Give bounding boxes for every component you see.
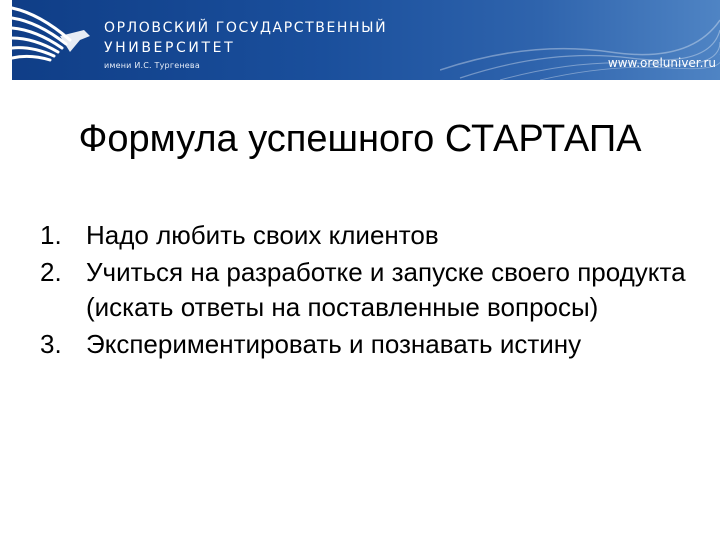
list-item bbox=[40, 327, 700, 362]
slide-title: Формула успешного СТАРТАПА bbox=[78, 118, 642, 160]
university-logo-icon bbox=[0, 0, 100, 80]
university-name-line2: УНИВЕРСИТЕТ bbox=[104, 40, 236, 56]
list-item-number: 2. bbox=[40, 257, 62, 287]
website-url[interactable]: www.oreluniver.ru bbox=[607, 56, 716, 70]
list-item-text: Надо любить своих клиентов bbox=[86, 220, 439, 250]
list-item-number: 1. bbox=[40, 220, 62, 250]
list-item-text: Учиться на разработке и запуске своего продукта (искать ответы на поставленные вопросы) bbox=[86, 257, 686, 322]
university-name-line3: имени И.С. Тургенева bbox=[104, 61, 200, 70]
university-name-line1: ОРЛОВСКИЙ ГОСУДАРСТВЕННЫЙ bbox=[104, 20, 388, 36]
list-item bbox=[40, 218, 700, 253]
header-banner bbox=[0, 0, 720, 80]
list-item-number: 3. bbox=[40, 329, 62, 359]
list-item bbox=[40, 255, 700, 325]
numbered-list bbox=[40, 218, 700, 364]
list-item-text: Экспериментировать и познавать истину bbox=[86, 329, 582, 359]
